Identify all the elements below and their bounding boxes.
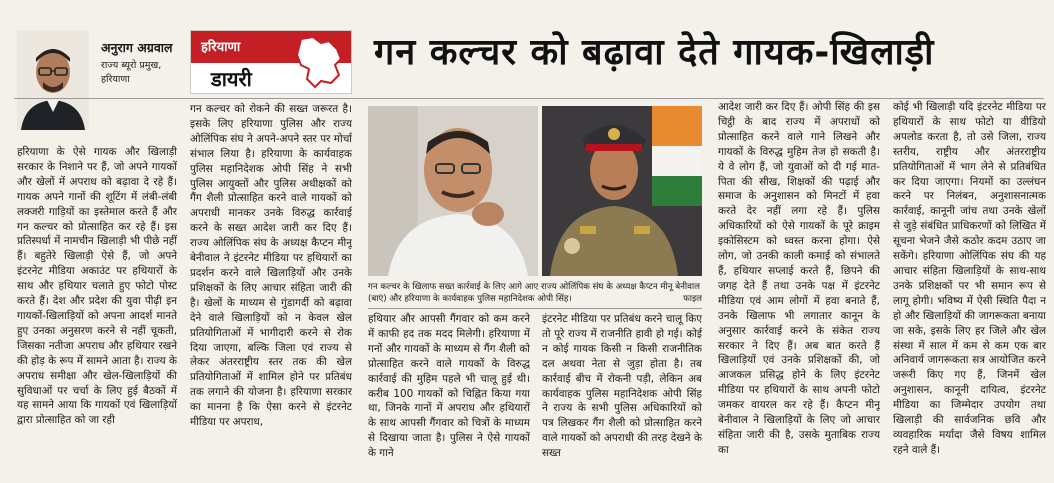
article-column-2 xyxy=(190,102,352,480)
photo-op-singh xyxy=(542,106,702,276)
column-5-text: आदेश जारी कर दिए हैं। ओपी सिंह की इस चिट्ठी के बाद राज्य में अपराधों को प्रोत्साहित करने वाले गाने लिखने और गायकों के विरुद्ध मुहिम तेज हो सकती है। ये वे लोग हैं, जो युवाओं को दी गई मात-पिता की सीख, शिक्षकों की पढ़ाई और समाज के अनुशासन को मिनटों में हवा करते देर नहीं लगा रहे हैं। पुलिस अधिकारियों को ऐसे गायकों के पूरे क्राइम इकोसिस्टम को ध्वस्त करना होगा। ऐसे लोग, जो उनकी काली कमाई को संभालते हैं, हथियार सप्लाई करते हैं, छिपने की जगह देते हैं तथा उनके पक्ष में इंटरनेट मीडिया एवं आम लोगों में हवा बनाते हैं, उनके खिलाफ भी लगातार कानून के अनुसार कार्रवाई करने के संकेत राज्य सरकार ने दिए हैं। अब बात करते हैं खिलाड़ियों एवं उनके प्रशिक्षकों की, जो आजकल प्रसिद्ध होने के लिए इंटरनेट मीडिया पर हथियारों के साथ अपनी फोटो जमकर वायरल कर रहे हैं। कैप्टन मीनू बेनीवाल ने खिलाड़ियों के लिए जो आचार संहिता जारी की है, उसके मुताबिक राज्य का xyxy=(718,101,880,456)
author-location: हरियाणा xyxy=(101,74,130,85)
header-divider xyxy=(14,98,1044,99)
photo-credit: फाइल xyxy=(683,293,702,304)
headline: गन कल्चर को बढ़ावा देते गायक-खिलाड़ी xyxy=(374,32,935,73)
author-name: अनुराग अग्रवाल xyxy=(101,40,173,55)
column-2-text: गन कल्चर को रोकने की सख्त जरूरत है। इसके लिए हरियाणा पुलिस और राज्य ओलिंपिक संघ ने अपने-अपने स्तर पर मोर्चा संभाल लिया है। हरियाणा के कार्यवाहक पुलिस महानिदेशक ओपी सिंह ने सभी पुलिस आयुक्तों और पुलिस अधीक्षकों को गैंग शैली प्रोत्साहित करने वाले गायकों को अपराधी मानकर उनके विरुद्ध कार्रवाई करने के सख्त आदेश जारी कर दिए हैं। राज्य ओलिंपिक संघ के अध्यक्ष कैप्टन मीनू बेनीवाल ने इंटरनेट मीडिया पर हथियारों का प्रदर्शन करने वाले खिलाड़ियों और उनके प्रशिक्षकों के लिए आचार संहिता जारी की है। खेलों के माध्यम से गुंडागर्दी को बढ़ावा देने वाले खिलाड़ियों को न केवल खेल प्रतियोगिताओं में भागीदारी करने से रोक दिया जाएगा, बल्कि जिला एवं राज्य से लेकर अंतरराष्ट्रीय स्तर तक की खेल प्रतियोगिताओं में शामिल होने पर प्रतिबंध तक लगाने की योजना है। हरियाणा सरकार का मानना है कि ऐसा करने से इंटरनेट मीडिया पर अपराध, xyxy=(190,103,352,429)
column-6-text: कोई भी खिलाड़ी यदि इंटरनेट मीडिया पर हथियारों के साथ फोटो या वीडियो अपलोड करता है, तो उसे जिला, राज्य स्तरीय, राष्ट्रीय और अंतरराष्ट्रीय प्रतियोगिताओं में भाग लेने से प्रतिबंधित कर दिया जाएगा। नियमों का उल्लंघन करने पर निलंबन, अनुशासनात्मक कार्रवाई, कानूनी जांच तथा उनके खेलों से जुड़े संबंधित प्राधिकरणों को लिखित में सूचना भेजने जैसे कठोर कदम उठाए जा सकेंगे। हरियाणा ओलिंपिक संघ की यह आचार संहिता खिलाड़ियों के साथ-साथ उनके प्रशिक्षकों पर भी समान रूप से लागू होगी। भविष्य में ऐसी स्थिति पैदा न हो और खिलाड़ियों की जागरूकता बनाया जा सके, इसके लिए हर जिले और खेल संस्था में साल में कम से कम एक बार अनिवार्य जागरूकता सत्र आयोजित करने जरूरी किए गए हैं, जिनमें खेल अनुशासन, कानूनी दायित्व, इंटरनेट मीडिया का जिम्मेदार उपयोग तथा खिलाड़ी की सार्वजनिक छवि और व्यवहारिक मर्यादा जैसे विषय शामिल रहने वाले हैं। xyxy=(893,101,1046,456)
article-column-6 xyxy=(893,100,1046,480)
haryana-map-icon xyxy=(291,35,347,89)
author-photo xyxy=(17,30,89,130)
author-role: राज्य ब्यूरो प्रमुख, xyxy=(101,60,162,71)
logo-top-text: हरियाणा xyxy=(201,40,241,55)
column-logo xyxy=(190,30,352,94)
photo-meenu-beniwal xyxy=(368,106,538,276)
article-column-4 xyxy=(542,312,702,480)
column-1-text: हरियाणा के ऐसे गायक और खिलाड़ी सरकार के निशाने पर हैं, जो अपने गायकों और खेलों में अपराध को बढ़ावा दे रहे हैं। गायक अपने गानों की शूटिंग में लंबी-लंबी लक्जरी गाड़ियों का इस्तेमाल करते हैं और गन कल्चर को प्रोत्साहित कर रहे हैं। इस प्रतिस्पर्धा में नामचीन खिलाड़ी भी पीछे नहीं हैं। बहुतेरे खिलाड़ी ऐसे हैं, जो अपने इंटरनेट मीडिया अकाउंट पर हथियारों के साथ और हथियार चलाते हुए फोटो पोस्ट करते हैं। देश और प्रदेश की युवा पीढ़ी इन गायकों-खिलाड़ियों को अपना आदर्श मानते हुए उनका अनुसरण करने से नहीं चूकती, जिसका नतीजा अपराध और हथियार रखने की होड़ के रूप में सामने आता है। राज्य के अपराध समीक्षा और खेल-खिलाड़ियों की सुविधाओं पर चर्चा के लिए हुई बैठकों में यह सामने आया कि गायकों एवं खिलाड़ियों द्वारा प्रोत्साहित को जा रही xyxy=(17,146,177,427)
caption-divider xyxy=(368,308,702,309)
column-3-text: हथियार और आपसी गैंगवार को कम करने में काफी हद तक मदद मिलेगी। हरियाणा में गनों और गायकों के माध्यम से गैंग शैली को प्रोत्साहित करने वाले गायकों के विरुद्ध कार्रवाई की मुहिम पहले भी चालू हुई थी। करीब 100 गायकों को चिह्नित किया गया था, जिनके गानों में अपराध और हथियारों के साथ आपसी गैंगवार को चित्रों के माध्यम से दिखाया जाता है। पुलिस ने ऐसे गायकों के गाने xyxy=(368,313,530,460)
article-column-5 xyxy=(718,100,880,480)
column-4-text: इंटरनेट मीडिया पर प्रतिबंध करने चालू किए तो पूरे राज्य में राजनीति हावी हो गई। कोई न कोई गायक किसी न किसी राजनीतिक दल अथवा नेता से जुड़ा होता है। तब कार्रवाई बीच में रोकनी पड़ी, लेकिन अब कार्यवाहक पुलिस महानिदेशक ओपी सिंह ने राज्य के सभी पुलिस अधिकारियों को पत्र लिखकर गैंग शैली को प्रोत्साहित करने वाले गायकों को अपराधी की तरह देखने के सख्त xyxy=(542,313,702,460)
article-column-3 xyxy=(368,312,530,480)
photo-caption xyxy=(368,282,702,305)
logo-bottom-text: डायरी xyxy=(211,67,252,91)
article-column-1 xyxy=(17,145,177,480)
photo-caption-text: गन कल्चर के खिलाफ सख्त कार्रवाई के लिए आगे आए राज्य ओलिंपिक संघ के अध्यक्ष कैप्टन मीनू बेनीवाल (बाएं) और हरियाणा के कार्यवाहक पुलिस महानिदेशक ओपी सिंह। xyxy=(368,282,700,304)
